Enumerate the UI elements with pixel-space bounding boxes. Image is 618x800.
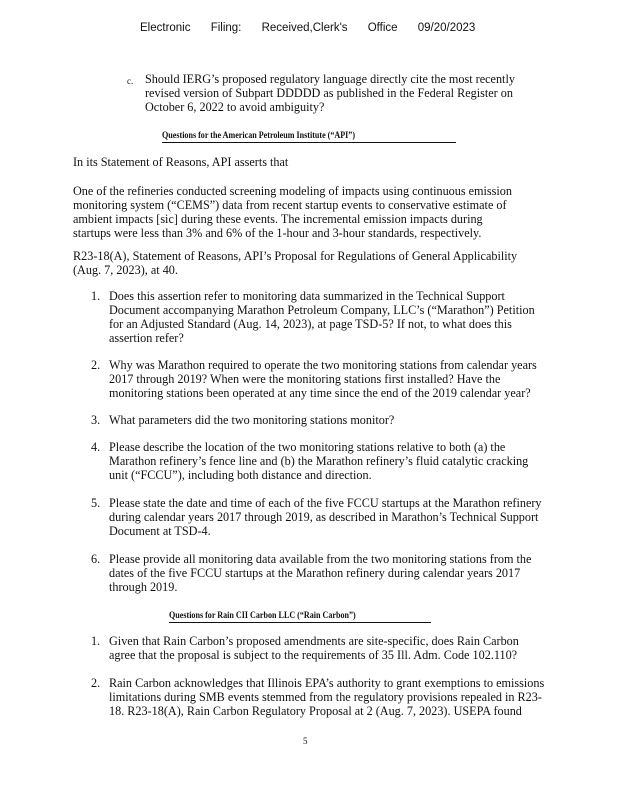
quote-line3: ambient impacts [sic] during these events. The incremental emission impacts during: [73, 212, 483, 226]
header-received: Received,Clerk's: [261, 22, 348, 34]
statement-intro: In its Statement of Reasons, API asserts that: [73, 155, 289, 169]
rain-q2-line3: 18. R23-18(A), Rain Carbon Regulatory Proposal at 2 (Aug. 7, 2023). USEPA found: [109, 704, 522, 718]
item-c-line2: revised version of Subpart DDDDD as published in the Federal Register on: [145, 86, 513, 100]
quote-line4: startups were less than 3% and 6% of the 1-hour and 3-hour standards, respectively.: [73, 226, 482, 240]
api-q1-number: 1.: [91, 289, 101, 303]
api-q1-line1: Does this assertion refer to monitoring data summarized in the Technical Support: [109, 289, 505, 303]
rain-q2-number: 2.: [91, 676, 101, 690]
api-heading-underline: [162, 142, 456, 143]
quote-line1: One of the refineries conducted screening modeling of impacts using continuous emission: [73, 184, 512, 198]
api-q2-line2: 2017 through 2019? When were the monitoring stations first installed? Have the: [109, 372, 501, 386]
header-electronic: Electronic: [140, 22, 191, 34]
rain-q1-line2: agree that the proposal is subject to the requirements of 35 Ill. Adm. Code 102.110?: [109, 648, 518, 662]
api-q5-line3: Document at TSD-4.: [109, 524, 211, 538]
item-c-line3: October 6, 2022 to avoid ambiguity?: [145, 100, 325, 114]
page-number: 5: [303, 736, 308, 746]
api-q4-line2: Marathon refinery’s fence line and (b) the Marathon refinery’s fluid catalytic cracking: [109, 454, 529, 468]
rain-heading-underline: [169, 622, 431, 623]
rain-q2-line1: Rain Carbon acknowledges that Illinois EPA’s authority to grant exemptions to emissions: [109, 676, 545, 690]
api-q3-line1: What parameters did the two monitoring stations monitor?: [109, 413, 395, 427]
item-c-label: c.: [127, 76, 134, 86]
api-q6-number: 6.: [91, 552, 101, 566]
quote-line2: monitoring system (“CEMS”) data from recent startup events to conservative estimate of: [73, 198, 507, 212]
rain-section-heading: Questions for Rain CII Carbon LLC (“Rain Carbon”): [169, 611, 356, 621]
api-q4-line3: unit (“FCCU”), including both distance and direction.: [109, 468, 372, 482]
api-q5-line2: during calendar years 2017 through 2019, as described in Marathon’s Technical Support: [109, 510, 539, 524]
api-q6-line2: dates of the five FCCU startups at the Marathon refinery during calendar years 2017: [109, 566, 521, 580]
citation-line1: R23-18(A), Statement of Reasons, API’s Proposal for Regulations of General Applicability: [73, 249, 518, 263]
api-q2-line1: Why was Marathon required to operate the two monitoring stations from calendar years: [109, 358, 537, 372]
api-q4-number: 4.: [91, 440, 101, 454]
api-q2-number: 2.: [91, 358, 101, 372]
rain-q1-number: 1.: [91, 634, 101, 648]
header-filing: Filing:: [210, 22, 242, 34]
api-q5-number: 5.: [91, 496, 101, 510]
header-office: Office: [367, 22, 398, 34]
item-c-line1: Should IERG’s proposed regulatory language directly cite the most recently: [145, 72, 515, 86]
api-q2-line3: monitoring stations been operated at any time since the end of the 2019 calendar year?: [109, 386, 531, 400]
api-q1-line2: Document accompanying Marathon Petroleum Company, LLC’s (“Marathon”) Petition: [109, 303, 535, 317]
rain-q1-line1: Given that Rain Carbon’s proposed amendments are site-specific, does Rain Carbon: [109, 634, 519, 648]
header-date: 09/20/2023: [417, 22, 476, 34]
api-q3-number: 3.: [91, 413, 101, 427]
api-section-heading: Questions for the American Petroleum Institute (“API”): [162, 131, 356, 141]
citation-line2: (Aug. 7, 2023), at 40.: [73, 263, 178, 277]
api-q6-line1: Please provide all monitoring data available from the two monitoring stations from the: [109, 552, 532, 566]
api-q1-line3: for an Adjusted Standard (Aug. 14, 2023), at page TSD-5? If not, to what does this: [109, 317, 512, 331]
api-q6-line3: through 2019.: [109, 580, 178, 594]
filing-header: [140, 22, 489, 34]
api-q1-line4: assertion refer?: [109, 331, 184, 345]
rain-q2-line2: limitations during SMB events stemmed from the regulatory provisions repealed in R23-: [109, 690, 542, 704]
api-q5-line1: Please state the date and time of each of the five FCCU startups at the Marathon refinery: [109, 496, 542, 510]
api-q4-line1: Please describe the location of the two monitoring stations relative to both (a) the: [109, 440, 506, 454]
